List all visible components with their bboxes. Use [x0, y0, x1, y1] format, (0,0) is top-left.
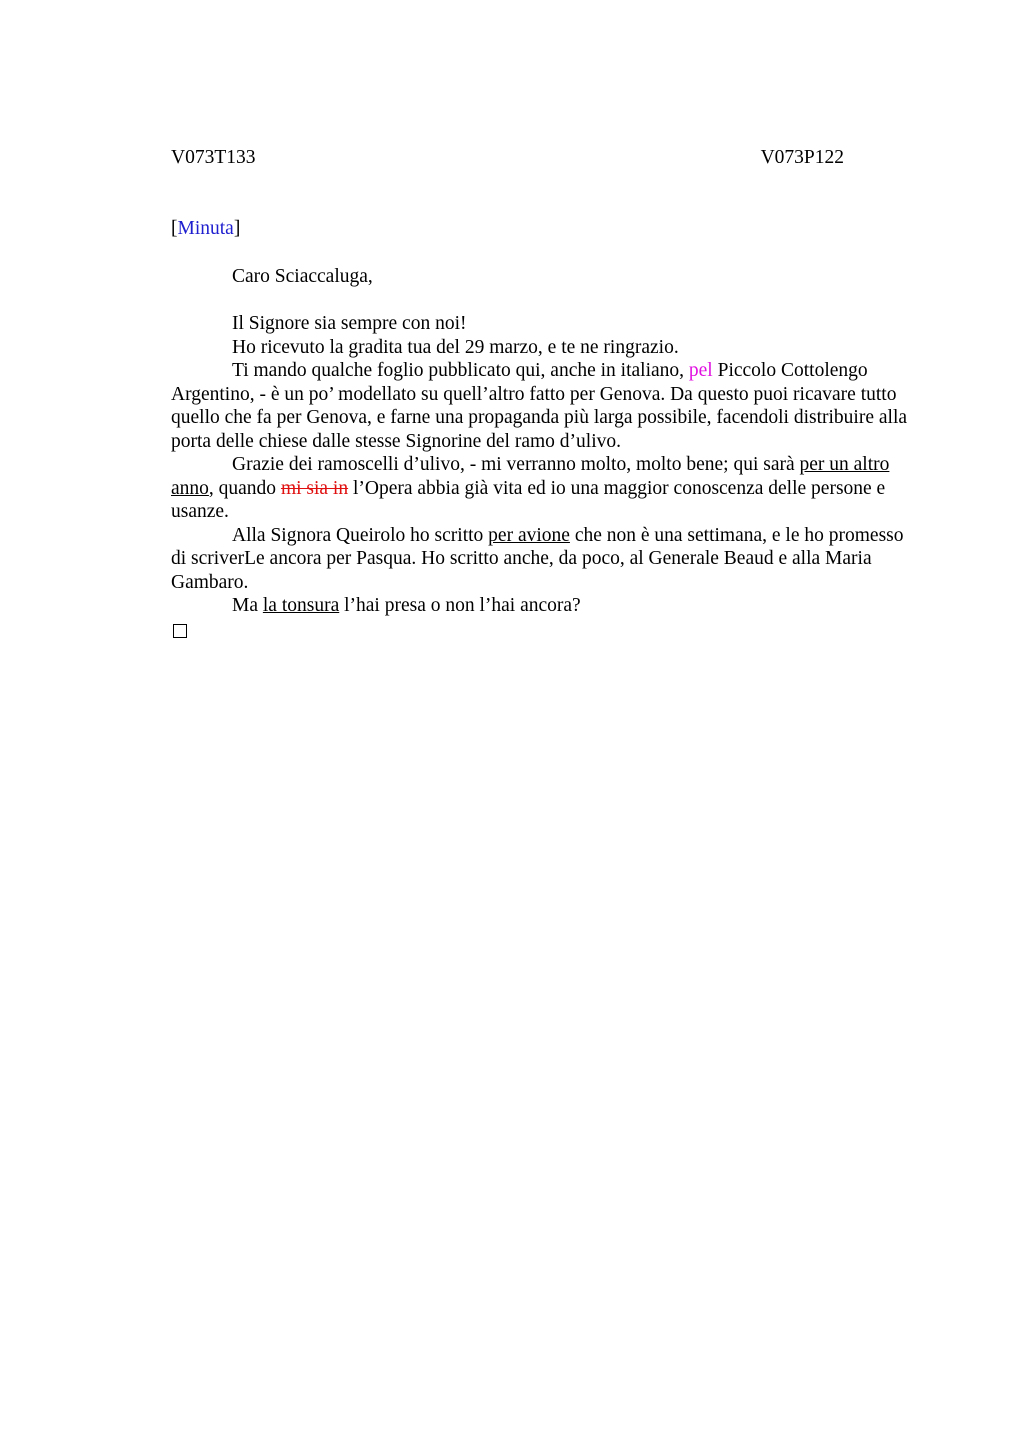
text-segment: Ma	[232, 595, 263, 616]
minuta-text: Minuta	[177, 218, 234, 239]
square-box-icon	[173, 624, 187, 638]
text-segment: l’hai presa o non l’hai ancora?	[339, 595, 581, 616]
underlined-text: per un altro anno	[171, 454, 890, 499]
end-marker	[171, 618, 911, 645]
bracket-close: ]	[233, 218, 241, 239]
underlined-text: per avione	[488, 524, 570, 546]
text-segment: , quando	[208, 477, 281, 499]
paragraph-blessing: Il Signore sia sempre con noi!	[232, 313, 467, 334]
text-segment: l’Opera abbia già vita ed io una maggior conoscenza delle persone e usanze.	[171, 477, 886, 522]
minuta-label	[171, 217, 911, 241]
paragraph-thanks: Ho ricevuto la gradita tua del 29 marzo, e te ne ringrazio.	[232, 336, 679, 358]
paragraph-foglio	[171, 359, 911, 453]
paragraph-ulivo	[171, 453, 911, 524]
salutation: Caro Sciaccaluga,	[232, 265, 373, 287]
document-code-right: V073P122	[760, 147, 844, 168]
text-segment: Ti mando qualche foglio pubblicato qui, anche in italiano,	[232, 360, 689, 381]
spacer	[171, 241, 911, 265]
paragraph-tonsura	[171, 594, 911, 618]
page-header	[171, 146, 844, 170]
spacer	[171, 288, 911, 312]
document-code-left: V073T133	[171, 147, 256, 168]
letter-body	[171, 217, 911, 644]
highlighted-word: pel	[688, 360, 713, 381]
paragraph-queirolo	[171, 524, 911, 595]
bracket-open: [	[171, 218, 178, 239]
text-segment: Grazie dei ramoscelli d’ulivo, - mi verranno molto, molto bene; qui sarà	[232, 454, 800, 475]
deleted-text: mi sia in	[280, 477, 349, 499]
text-segment: Piccolo Cottolengo Argentino, - è un po’ modellato su quell’altro fatto per Genova. Da questo puoi ricavare tutto quello che fa per Genova, e farne una propaganda più larga possibile, facendoli distribuire alla porta delle chiese dalle stesse Signorine del ramo d’ulivo.	[171, 360, 908, 452]
underlined-text: la tonsura	[262, 595, 340, 616]
text-segment: che non è una settimana, e le ho promesso di scriverLe ancora per Pasqua. Ho scritto anche, da poco, al Generale Beaud e alla Maria Gambaro.	[171, 524, 904, 593]
text-segment: Alla Signora Queirolo ho scritto	[232, 524, 489, 546]
